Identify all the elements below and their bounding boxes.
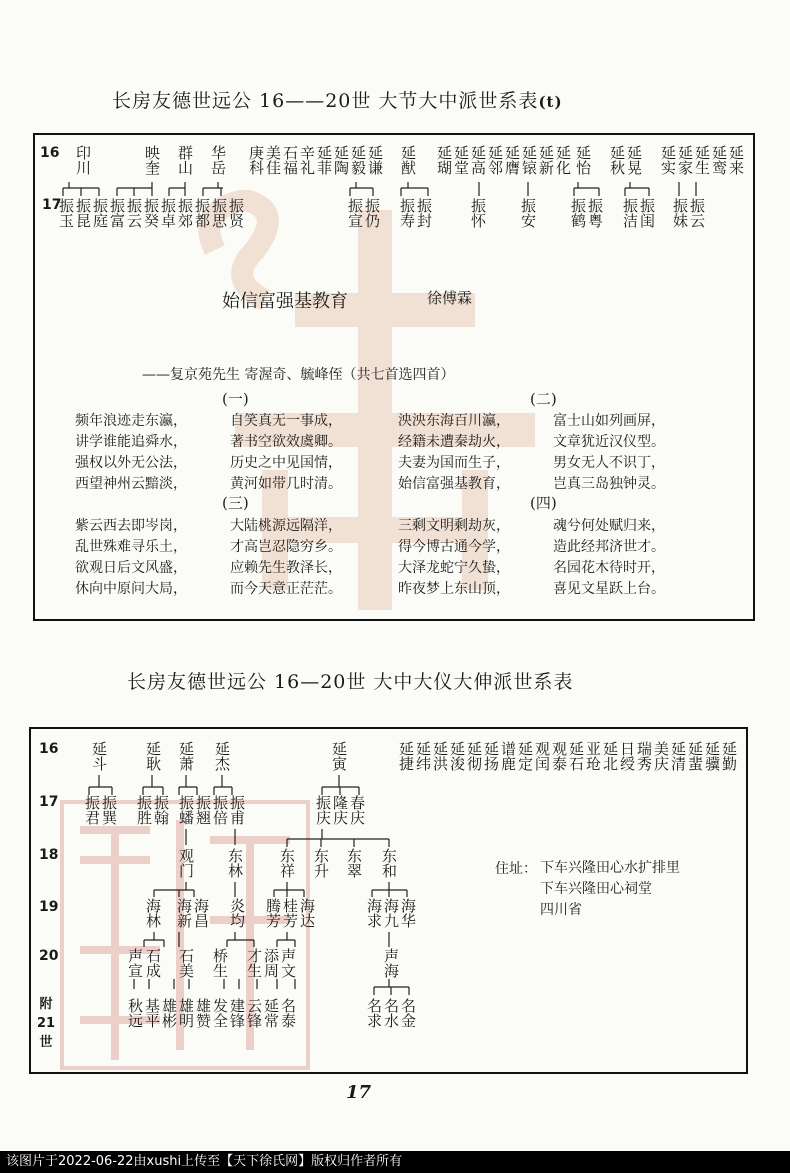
top-row17-name: 振玉 bbox=[57, 198, 75, 228]
bottom-row16-name: 延洪 bbox=[431, 741, 449, 771]
bottom-row21-name: 雄彬 bbox=[160, 998, 178, 1028]
bottom-row19-name: 海达 bbox=[298, 898, 316, 928]
poem-author: 徐傅霖 bbox=[427, 289, 473, 307]
bottom-row17-name: 隆庆 bbox=[331, 795, 349, 825]
bottom-row17-name: 振甫 bbox=[228, 795, 246, 825]
title-suffix: (t) bbox=[538, 93, 563, 111]
bottom-row19-name: 炎均 bbox=[228, 898, 246, 928]
poem-column: 魂兮何处赋归来， 造此经邦济世才。 名园花木待时开， 喜见文星跃上台。 bbox=[553, 518, 665, 597]
poem-column: 三剩文明剩劫灰， 得今博古通今学， 大泽龙蛇宁久蛰， 昨夜梦上东山顶， bbox=[398, 518, 510, 597]
top-row17-name: 振闺 bbox=[638, 198, 656, 228]
bottom-row16-name: 延蜚 bbox=[686, 741, 704, 771]
top-row17-name: 振都 bbox=[193, 198, 211, 228]
gen-label: 18 bbox=[39, 847, 59, 863]
bottom-row21-name: 基平 bbox=[143, 998, 161, 1028]
address-block bbox=[540, 858, 680, 921]
top-row16-name: 美佳 bbox=[264, 145, 282, 175]
bottom-row16-name: 亚玱 bbox=[584, 741, 602, 771]
top-row17-name: 振云 bbox=[688, 198, 706, 228]
poem-intro: ——复京苑先生 寄渥奇、毓峰侄（共七首选四首） bbox=[142, 367, 455, 383]
bottom-row17-name: 振翰 bbox=[152, 795, 170, 825]
top-row16-name: 延怡 bbox=[574, 145, 592, 175]
bottom-table-title: 长房友德世远公 16—20世 大中大仪大伸派世系表 bbox=[127, 671, 574, 693]
top-row16-name: 印川 bbox=[74, 145, 92, 175]
bottom-row19-name: 海昌 bbox=[192, 898, 210, 928]
bottom-row21-name: 名金 bbox=[399, 998, 417, 1028]
gen-16-label: 16 bbox=[40, 145, 60, 161]
bottom-row18-name: 东翠 bbox=[345, 848, 363, 878]
top-row16-name: 辛礼 bbox=[298, 145, 316, 175]
bottom-row16-name: 观闰 bbox=[533, 741, 551, 771]
gen-label: 20 bbox=[39, 948, 59, 964]
bottom-row17-name: 振翘 bbox=[194, 795, 212, 825]
bottom-row18-name: 观门 bbox=[177, 848, 195, 878]
poem-column: 紫云西去即岑岗， 乱世殊难寻乐土， 欲观日后文风盛， 休向中原问大局， bbox=[75, 518, 187, 597]
bottom-row16-name: 延清 bbox=[669, 741, 687, 771]
top-row16-name: 延实 bbox=[659, 145, 677, 175]
top-row16-name: 延高 bbox=[469, 145, 487, 175]
bottom-row18-name: 东和 bbox=[380, 848, 398, 878]
bottom-row16-name: 延杰 bbox=[213, 741, 231, 771]
top-row16-name: 延邻 bbox=[486, 145, 504, 175]
top-row16-name: 延来 bbox=[727, 145, 745, 175]
top-row17-name: 振仍 bbox=[363, 198, 381, 228]
bottom-row20-name: 添周 bbox=[262, 948, 280, 978]
top-row16-name: 延陶 bbox=[332, 145, 350, 175]
top-row17-name: 振怀 bbox=[469, 198, 487, 228]
bottom-row16-name: 延斗 bbox=[90, 741, 108, 771]
top-table-title: 长房友德世远公 16——20世 大节大中派世系表(t) bbox=[112, 90, 563, 112]
poem-column: 大陆桃源远隔洋， 才高岂忍隐穷乡。 应赖先生教泽长， 而今天意正茫茫。 bbox=[230, 518, 342, 597]
top-row17-name: 振寿 bbox=[398, 198, 416, 228]
address-line: 下车兴隆田心祠堂 bbox=[540, 881, 652, 897]
bottom-row16-name: 延纬 bbox=[414, 741, 432, 771]
bottom-row16-name: 延萧 bbox=[177, 741, 195, 771]
bottom-row20-name: 声宣 bbox=[126, 948, 144, 978]
bottom-row19-name: 海九 bbox=[382, 898, 400, 928]
bottom-row19-name: 海华 bbox=[399, 898, 417, 928]
top-row17-name: 振卓 bbox=[159, 198, 177, 228]
bottom-row17-name: 振蟠 bbox=[177, 795, 195, 825]
bottom-row21-name: 名泰 bbox=[279, 998, 297, 1028]
bottom-row18-name: 东林 bbox=[226, 848, 244, 878]
bottom-row17-name: 振庆 bbox=[314, 795, 332, 825]
top-row17-name: 振癸 bbox=[142, 198, 160, 228]
bottom-row20-name: 声文 bbox=[279, 948, 297, 978]
top-row16-name: 延谦 bbox=[366, 145, 384, 175]
bottom-row16-name: 延勤 bbox=[720, 741, 738, 771]
gen-label: 19 bbox=[39, 899, 59, 915]
bottom-row17-name: 振胜 bbox=[135, 795, 153, 825]
bottom-row21-name: 名求 bbox=[365, 998, 383, 1028]
top-row16-name: 延晃 bbox=[625, 145, 643, 175]
top-row17-name: 振封 bbox=[415, 198, 433, 228]
bottom-row21-name: 名水 bbox=[382, 998, 400, 1028]
top-row16-name: 延锿 bbox=[520, 145, 538, 175]
address-label: 住址： bbox=[495, 861, 537, 877]
gen-label: 16 bbox=[39, 741, 59, 757]
bottom-row20-name: 石成 bbox=[144, 948, 162, 978]
poem-number: (二) bbox=[530, 390, 557, 408]
top-row16-name: 延瑚 bbox=[435, 145, 453, 175]
bottom-row21-name: 秋远 bbox=[126, 998, 144, 1028]
bottom-row19-name: 海求 bbox=[365, 898, 383, 928]
top-row16-name: 延膺 bbox=[503, 145, 521, 175]
top-row16-name: 延新 bbox=[537, 145, 555, 175]
bottom-row17-name: 振巽 bbox=[100, 795, 118, 825]
top-row16-name: 石福 bbox=[281, 145, 299, 175]
top-row16-name: 延毅 bbox=[349, 145, 367, 175]
top-row16-name: 延猷 bbox=[399, 145, 417, 175]
bottom-row20-name: 声海 bbox=[382, 948, 400, 978]
top-row17-name: 振贤 bbox=[227, 198, 245, 228]
poem-column: 泱泱东海百川瀛， 经籍未遭秦劫火， 夫妻为国而生子， 始信富强基教育， bbox=[398, 413, 510, 492]
bottom-row16-name: 延寅 bbox=[330, 741, 348, 771]
bottom-row16-name: 延彻 bbox=[465, 741, 483, 771]
bottom-row20-name: 桥生 bbox=[211, 948, 229, 978]
poem-number: (三) bbox=[222, 494, 249, 512]
bottom-row20-name: 才生 bbox=[245, 948, 263, 978]
bottom-row20-name: 石美 bbox=[177, 948, 195, 978]
top-row17-name: 振庭 bbox=[91, 198, 109, 228]
poem-number: (一) bbox=[222, 390, 249, 408]
bottom-row21-name: 延常 bbox=[262, 998, 280, 1028]
top-row17-name: 振洁 bbox=[621, 198, 639, 228]
bottom-row16-name: 延石 bbox=[567, 741, 585, 771]
top-row16-name: 延堂 bbox=[452, 145, 470, 175]
bottom-row19-name: 海新 bbox=[175, 898, 193, 928]
bottom-row16-name: 日绶 bbox=[618, 741, 636, 771]
top-row17-name: 振妹 bbox=[671, 198, 689, 228]
page-number: 17 bbox=[346, 1082, 372, 1103]
bottom-row21-name: 雄明 bbox=[177, 998, 195, 1028]
bottom-row16-name: 延扬 bbox=[482, 741, 500, 771]
gen-label: 17 bbox=[39, 794, 59, 810]
top-row17-name: 振思 bbox=[210, 198, 228, 228]
top-row16-name: 延鸾 bbox=[710, 145, 728, 175]
bottom-row17-name: 振君 bbox=[83, 795, 101, 825]
top-row17-name: 振宣 bbox=[346, 198, 364, 228]
top-row16-name: 庚科 bbox=[247, 145, 265, 175]
poem-column: 富士山如列画屏， 文章犹近汉仪型。 男女无人不识丁， 岂真三岛独钟灵。 bbox=[553, 413, 665, 492]
top-row16-name: 延家 bbox=[676, 145, 694, 175]
top-row17-name: 振安 bbox=[519, 198, 537, 228]
bottom-row16-name: 延浚 bbox=[448, 741, 466, 771]
top-tree-lines bbox=[33, 176, 755, 200]
gen-17-label: 17 bbox=[42, 197, 62, 213]
top-row17-name: 振富 bbox=[108, 198, 126, 228]
top-row17-name: 振郊 bbox=[176, 198, 194, 228]
poem-column: 自笑真无一事成， 著书空欲效虞卿。 历史之中见国情， 黄河如带几时清。 bbox=[230, 413, 342, 492]
bottom-row16-name: 瑞秀 bbox=[635, 741, 653, 771]
top-row16-name: 延秋 bbox=[608, 145, 626, 175]
top-row17-name: 振鹤 bbox=[569, 198, 587, 228]
bottom-row21-name: 云锋 bbox=[245, 998, 263, 1028]
gen-label: 附21世 bbox=[37, 997, 56, 1050]
bottom-row19-name: 海林 bbox=[144, 898, 162, 928]
bottom-row21-name: 发全 bbox=[211, 998, 229, 1028]
top-row16-name: 延菲 bbox=[315, 145, 333, 175]
bottom-row16-name: 延耿 bbox=[144, 741, 162, 771]
bottom-row16-name: 延骥 bbox=[703, 741, 721, 771]
top-row16-name: 延生 bbox=[693, 145, 711, 175]
bottom-row16-name: 谱鹿 bbox=[499, 741, 517, 771]
top-row17-name: 振粤 bbox=[586, 198, 604, 228]
bottom-row17-name: 春庆 bbox=[348, 795, 366, 825]
bottom-row16-name: 延捷 bbox=[397, 741, 415, 771]
top-row16-name: 映奎 bbox=[143, 145, 161, 175]
top-row16-name: 华岳 bbox=[209, 145, 227, 175]
bottom-row16-name: 观泰 bbox=[550, 741, 568, 771]
bottom-row19-name: 桂芳 bbox=[281, 898, 299, 928]
bottom-row19-name: 腾芳 bbox=[264, 898, 282, 928]
address-line: 四川省 bbox=[540, 902, 582, 918]
top-row16-name: 延化 bbox=[554, 145, 572, 175]
bottom-row18-name: 东升 bbox=[312, 848, 330, 878]
bottom-row21-name: 建锋 bbox=[228, 998, 246, 1028]
top-row17-name: 振云 bbox=[125, 198, 143, 228]
top-row16-name: 群山 bbox=[176, 145, 194, 175]
bottom-row16-name: 美庆 bbox=[652, 741, 670, 771]
bottom-row16-name: 延北 bbox=[601, 741, 619, 771]
copyright-footer: 该图片于2022-06-22由xushi上传至【天下徐氏网】版权归作者所有 bbox=[0, 1151, 790, 1173]
bottom-row16-name: 延定 bbox=[516, 741, 534, 771]
poem-number: (四) bbox=[530, 494, 557, 512]
top-row17-name: 振昆 bbox=[74, 198, 92, 228]
bottom-row18-name: 东祥 bbox=[278, 848, 296, 878]
bottom-row21-name: 雄赞 bbox=[194, 998, 212, 1028]
address-line: 下车兴隆田心水扩排里 bbox=[540, 860, 680, 876]
bottom-row17-name: 振倍 bbox=[211, 795, 229, 825]
poem-column: 频年浪迹走东瀛， 讲学谁能追舜水， 强权以外无公法， 西望神州云黯淡， bbox=[75, 413, 187, 492]
poem-title: 始信富强基教育 bbox=[222, 291, 348, 312]
